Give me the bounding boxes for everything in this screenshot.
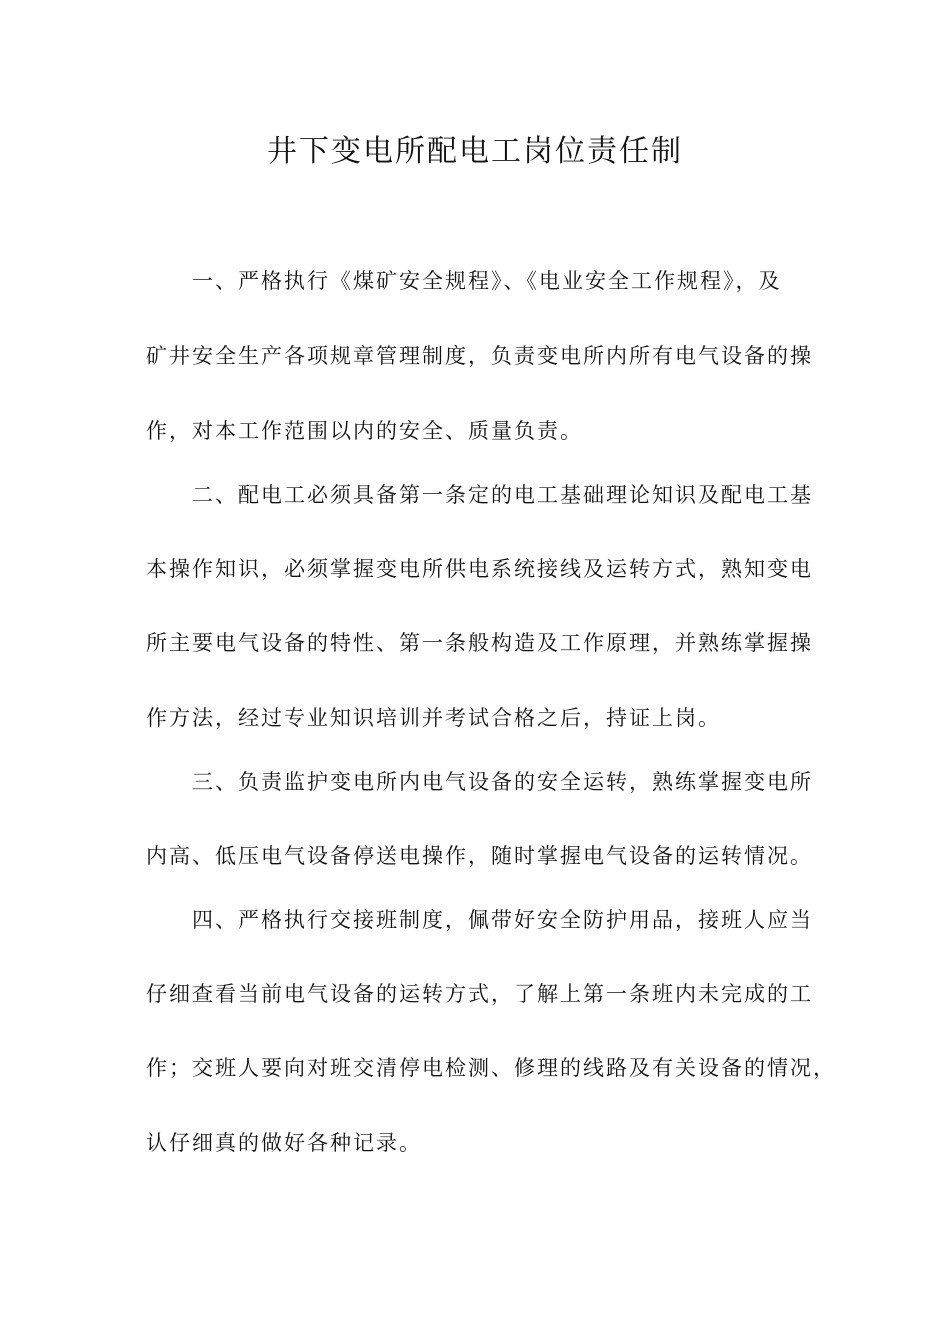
paragraph-4-line-2: 仔细查看当前电气设备的运转方式，了解上第一条班内未完成的工: [146, 982, 813, 1006]
paragraph-1-line-2: 矿井安全生产各项规章管理制度，负责变电所内所有电气设备的操: [146, 344, 813, 368]
paragraph-3-line-1: 三、负责监护变电所内电气设备的安全运转，熟练掌握变电所: [192, 770, 813, 794]
paragraph-2-line-3: 所主要电气设备的特性、第一条般构造及工作原理，并熟练掌握操: [146, 631, 813, 655]
paragraph-1-line-1: 一、严格执行《煤矿安全规程》、《电业安全工作规程》，及: [192, 269, 782, 293]
paragraph-4-line-1: 四、严格执行交接班制度，佩带好安全防护用品，接班人应当: [192, 908, 813, 932]
paragraph-2-line-2: 本操作知识，必须掌握变电所供电系统接线及运转方式，熟知变电: [146, 557, 813, 581]
paragraph-4-line-3: 作；交班人要向对班交清停电检测、修理的线路及有关设备的情况，: [146, 1056, 836, 1080]
paragraph-3-line-2: 内高、低压电气设备停送电操作，随时掌握电气设备的运转情况。: [146, 844, 813, 868]
paragraph-2-line-4: 作方法，经过专业知识培训并考试合格之后，持证上岗。: [146, 706, 721, 730]
paragraph-2-line-1: 二、配电工必须具备第一条定的电工基础理论知识及配电工基: [192, 483, 813, 507]
paragraph-1-line-3: 作，对本工作范围以内的安全、质量负责。: [146, 419, 583, 443]
paragraph-4-line-4: 认仔细真的做好各种记录。: [146, 1131, 422, 1155]
document-title: 井下变电所配电工岗位责任制: [267, 134, 683, 169]
